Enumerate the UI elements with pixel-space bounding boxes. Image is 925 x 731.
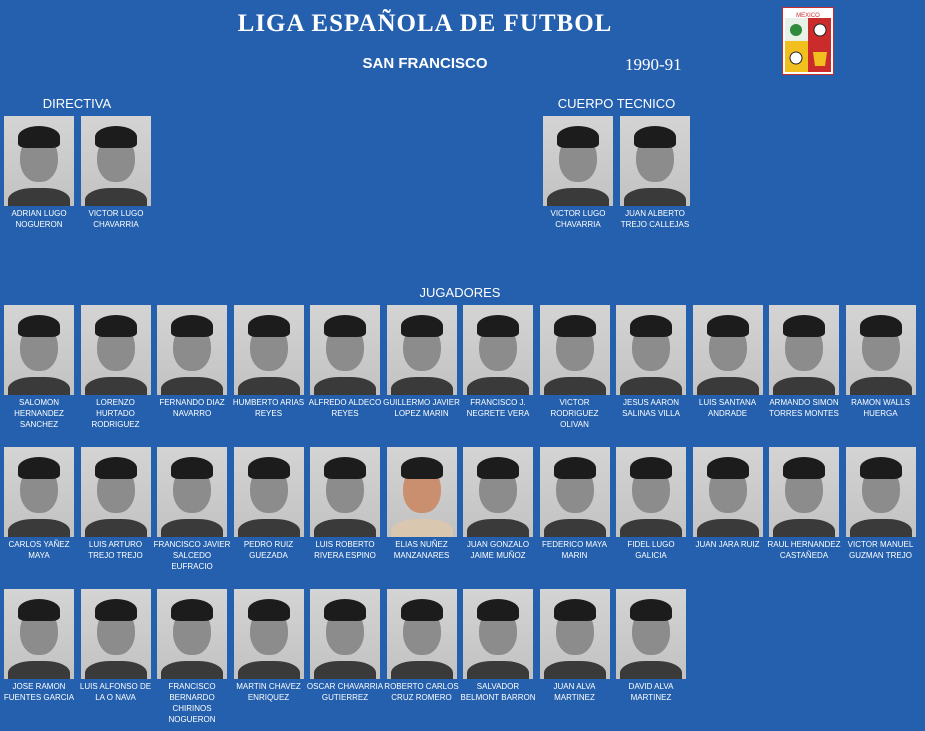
person-photo <box>540 589 610 679</box>
person-photo <box>616 305 686 395</box>
person-photo <box>310 305 380 395</box>
person-photo <box>4 589 74 679</box>
person-name: DAVID ALVA MARTINEZ <box>628 682 674 702</box>
person-name: SALOMON HERNANDEZ SANCHEZ <box>14 398 64 429</box>
person-photo <box>463 305 533 395</box>
person-card <box>81 305 151 430</box>
person-photo <box>463 589 533 679</box>
person-photo <box>234 447 304 537</box>
person-card <box>234 447 304 561</box>
person-name: JUAN ALBERTO TREJO CALLEJAS <box>620 209 690 229</box>
person-photo <box>81 589 151 679</box>
person-photo <box>616 589 686 679</box>
person-name: JESUS AARON SALINAS VILLA <box>622 398 680 418</box>
person-card <box>4 116 74 230</box>
person-card <box>387 447 457 561</box>
person-card <box>543 116 613 230</box>
person-name: VICTOR RODRIGUEZ OLIVAN <box>550 398 599 429</box>
person-photo <box>310 447 380 537</box>
person-name: PEDRO RUIZ GUEZADA <box>243 540 294 560</box>
section-title-directiva: DIRECTIVA <box>42 96 112 111</box>
person-name: OSCAR CHAVARRIA GUTIERREZ <box>306 682 384 702</box>
person-photo <box>234 305 304 395</box>
person-card <box>157 305 227 419</box>
svg-text:MEXICO: MEXICO <box>796 13 820 19</box>
person-name: FERNANDO DIAZ NAVARRO <box>159 398 225 418</box>
person-photo <box>157 589 227 679</box>
person-photo <box>769 447 839 537</box>
person-photo <box>4 447 74 537</box>
person-card <box>693 447 763 550</box>
person-name: LUIS SANTANA ANDRADE <box>698 398 757 418</box>
person-card <box>616 447 686 561</box>
person-card <box>460 589 536 703</box>
person-card <box>463 305 533 419</box>
person-card <box>384 589 459 703</box>
person-name: VICTOR LUGO CHAVARRIA <box>88 209 144 229</box>
person-name: JUAN JARA RUIZ <box>695 540 760 549</box>
person-name: FRANCISCO BERNARDO CHIRINOS NOGUERON <box>168 682 216 724</box>
person-photo <box>693 447 763 537</box>
person-card <box>4 447 74 561</box>
person-name: ALFREDO ALDECO REYES <box>308 398 382 418</box>
person-card <box>306 589 384 703</box>
person-card <box>310 305 380 419</box>
person-card <box>540 589 610 703</box>
person-photo <box>157 305 227 395</box>
person-card <box>540 305 610 430</box>
person-card <box>310 447 380 561</box>
person-photo <box>620 116 690 206</box>
person-name: CARLOS YAÑEZ MAYA <box>8 540 70 560</box>
person-card <box>846 305 916 419</box>
person-card <box>153 447 231 572</box>
person-name: GUILLERMO JAVIER LOPEZ MARIN <box>383 398 460 418</box>
team-name: SAN FRANCISCO <box>362 55 488 72</box>
person-name: SALVADOR BELMONT BARRON <box>460 682 536 702</box>
person-photo <box>81 305 151 395</box>
person-card <box>81 447 151 561</box>
person-name: LORENZO HURTADO RODRIGUEZ <box>91 398 140 429</box>
person-name: ROBERTO CARLOS CRUZ ROMERO <box>384 682 459 702</box>
person-photo <box>4 116 74 206</box>
person-card <box>157 589 227 725</box>
person-name: RAMON WALLS HUERGA <box>851 398 910 418</box>
person-name: FRANCISCO JAVIER SALCEDO EUFRACIO <box>153 540 231 571</box>
person-card <box>769 447 839 561</box>
person-name: JUAN GONZALO JAIME MUÑOZ <box>466 540 530 560</box>
person-card <box>616 305 686 419</box>
person-photo <box>387 447 457 537</box>
person-photo <box>81 116 151 206</box>
page-title: LIGA ESPAÑOLA DE FUTBOL <box>237 10 613 37</box>
person-card <box>620 116 690 230</box>
person-card <box>234 305 304 419</box>
person-name: ADRIAN LUGO NOGUERON <box>11 209 67 229</box>
person-name: JOSE RAMON FUENTES GARCIA <box>3 682 75 702</box>
person-name: ELIAS NUÑEZ MANZANARES <box>393 540 450 560</box>
person-card <box>81 116 151 230</box>
section-title-jugadores: JUGADORES <box>419 285 501 300</box>
person-card <box>234 589 304 703</box>
person-name: FEDERICO MAYA MARIN <box>541 540 608 560</box>
person-photo <box>387 589 457 679</box>
person-name: VICTOR LUGO CHAVARRIA <box>550 209 606 229</box>
person-card <box>769 305 839 419</box>
person-name: VICTOR MANUEL GUZMAN TREJO <box>847 540 914 560</box>
person-photo <box>616 447 686 537</box>
crest-logo <box>782 7 834 75</box>
season-label: 1990-91 <box>625 55 682 74</box>
person-card <box>81 589 151 703</box>
person-name: FRANCISCO J. NEGRETE VERA <box>466 398 530 418</box>
person-card <box>540 447 610 561</box>
person-card <box>463 447 533 561</box>
person-photo <box>846 305 916 395</box>
section-title-cuerpo-tecnico: CUERPO TECNICO <box>557 96 676 111</box>
person-card <box>4 305 74 430</box>
person-name: MARTIN CHAVEZ ENRIQUEZ <box>236 682 301 702</box>
person-photo <box>540 447 610 537</box>
person-photo <box>310 589 380 679</box>
person-card <box>383 305 460 419</box>
person-photo <box>4 305 74 395</box>
person-photo <box>693 305 763 395</box>
person-photo <box>157 447 227 537</box>
person-name: HUMBERTO ARIAS REYES <box>232 398 305 418</box>
person-name: ARMANDO SIMON TORRES MONTES <box>769 398 839 418</box>
person-photo <box>540 305 610 395</box>
person-name: LUIS ROBERTO RIVERA ESPINO <box>314 540 376 560</box>
person-name: FIDEL LUGO GALICIA <box>627 540 675 560</box>
person-name: JUAN ALVA MARTINEZ <box>553 682 596 702</box>
person-card <box>846 447 916 561</box>
person-name: LUIS ARTURO TREJO TREJO <box>88 540 143 560</box>
person-photo <box>234 589 304 679</box>
person-card <box>616 589 686 703</box>
person-name: RAUL HERNANDEZ CASTAÑEDA <box>767 540 841 560</box>
person-card <box>693 305 763 419</box>
person-photo <box>543 116 613 206</box>
person-photo <box>387 305 457 395</box>
person-photo <box>769 305 839 395</box>
person-card <box>4 589 74 703</box>
person-photo <box>846 447 916 537</box>
person-photo <box>463 447 533 537</box>
person-photo <box>81 447 151 537</box>
person-name: LUIS ALFONSO DE LA O NAVA <box>79 682 152 702</box>
